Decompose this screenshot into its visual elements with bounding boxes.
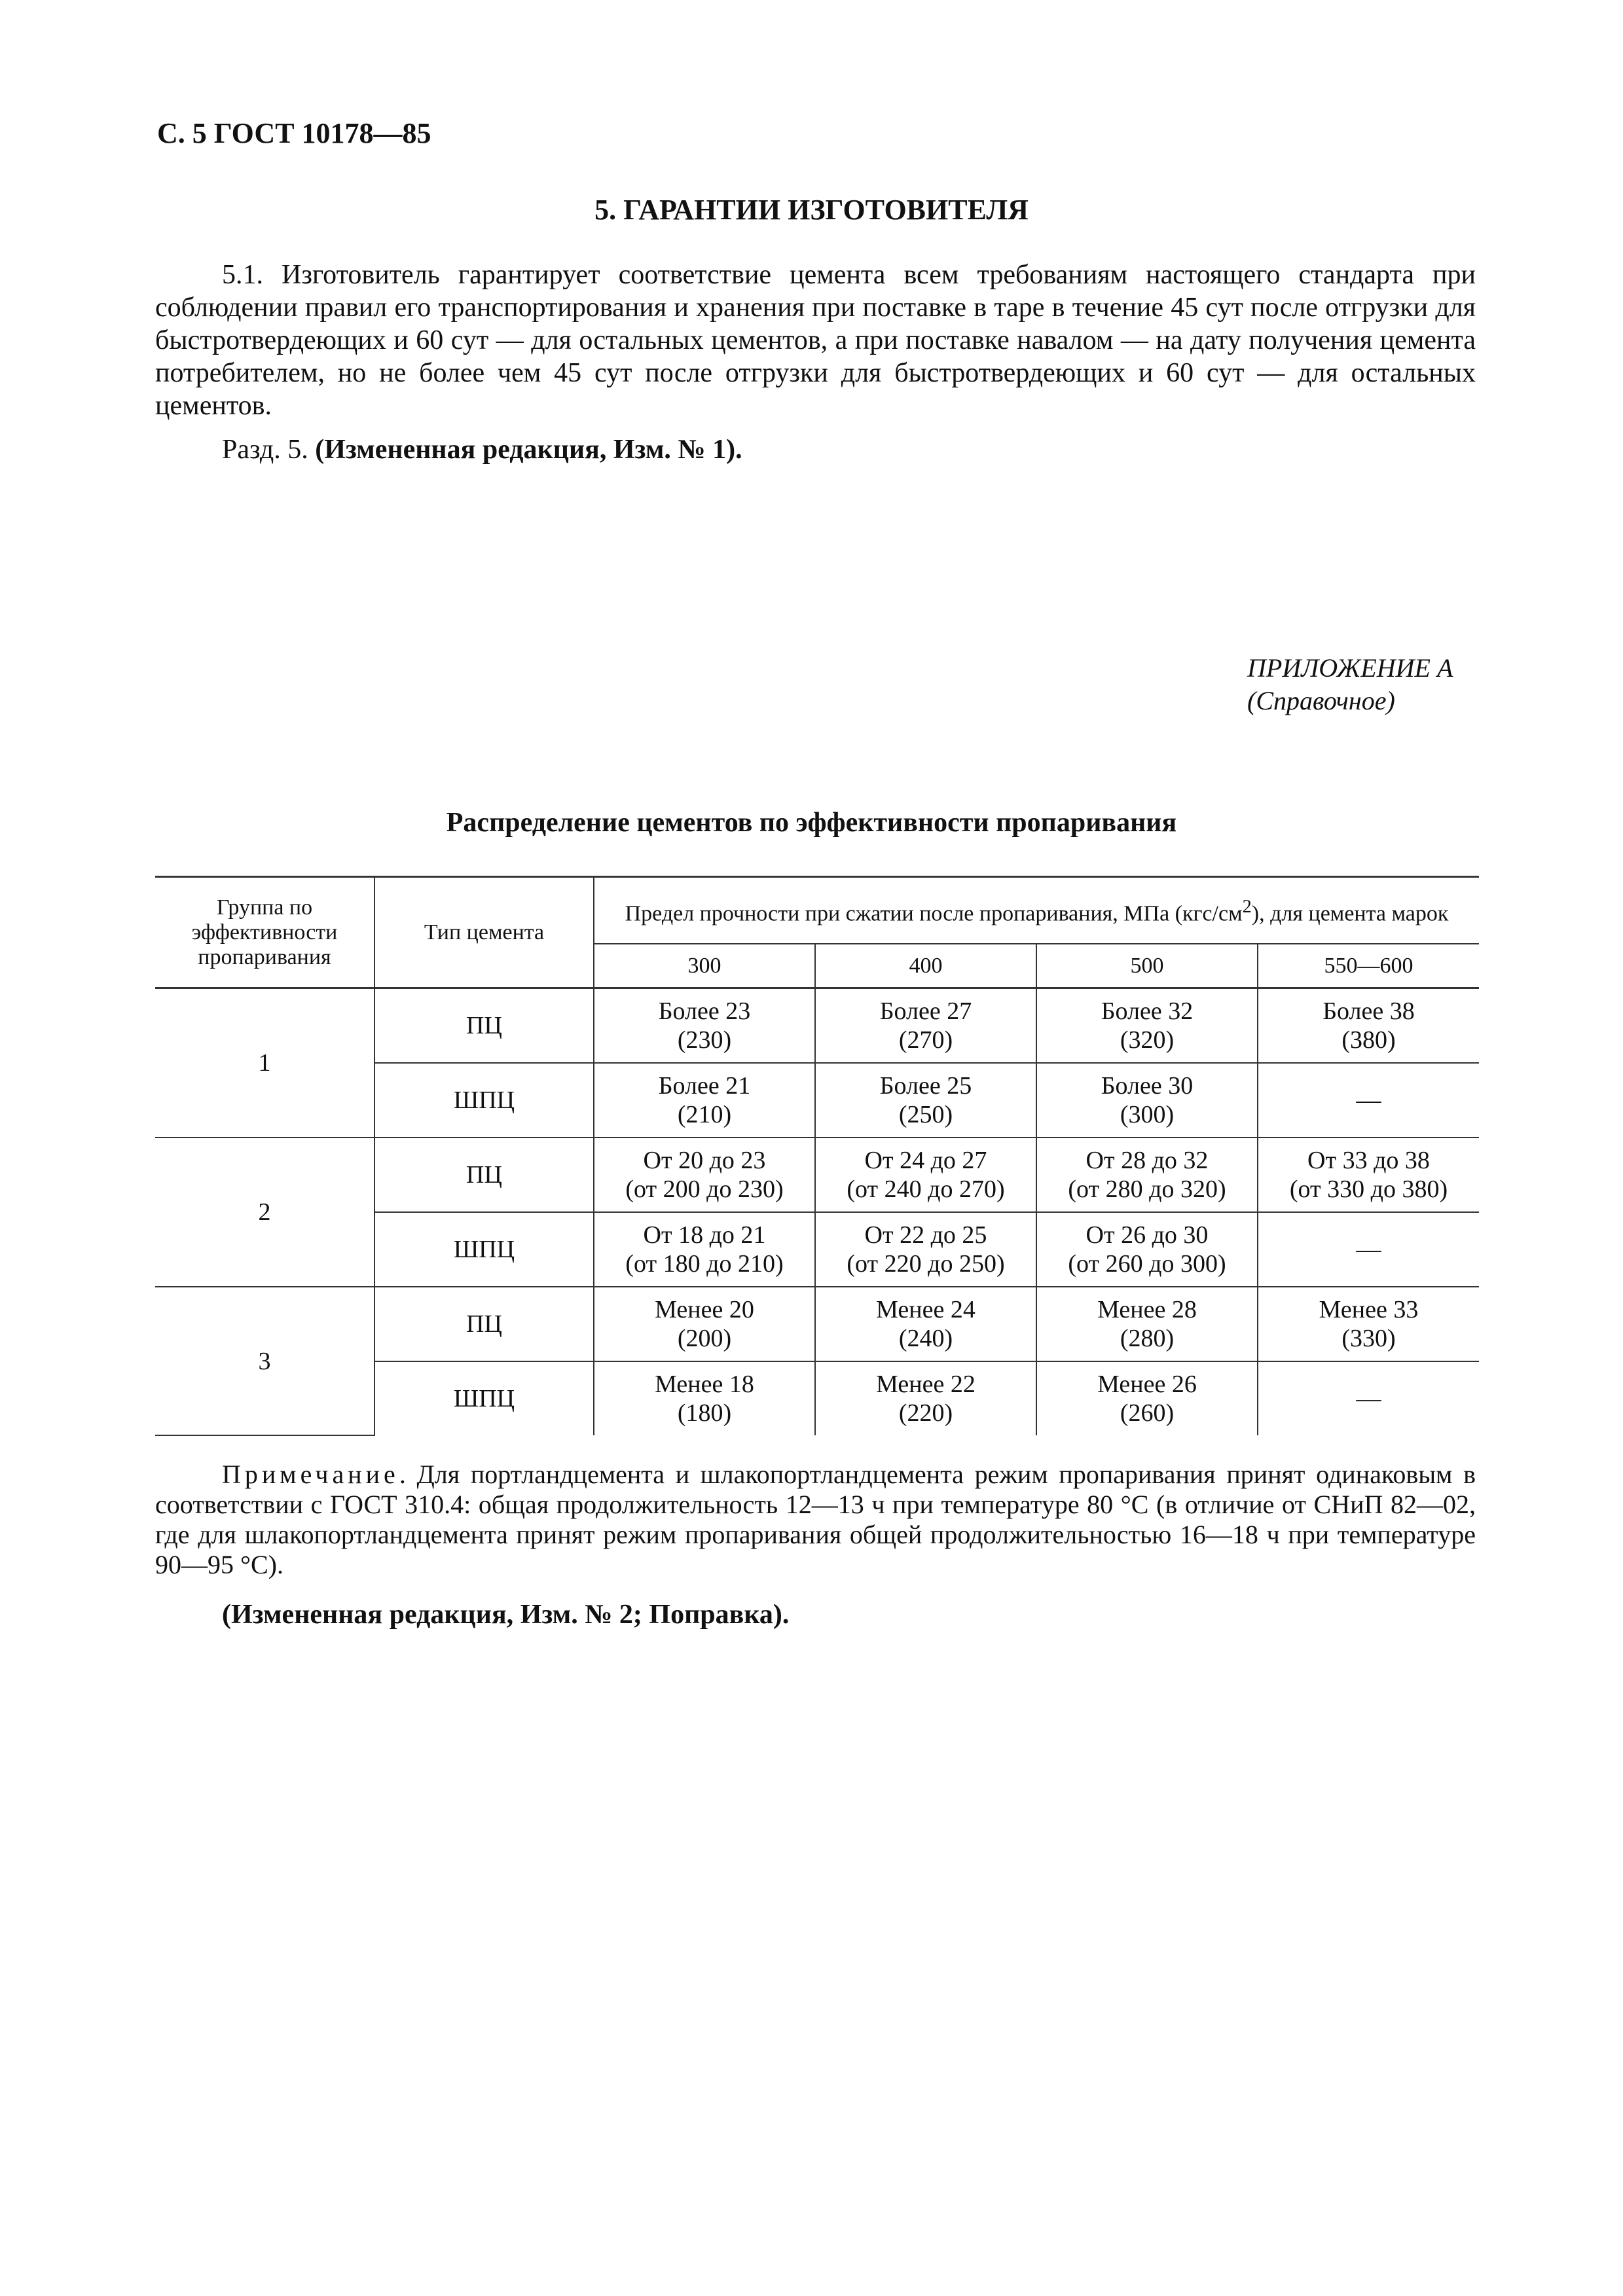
value-kgf: (от 330 до 380) [1289, 1175, 1448, 1203]
value-cell [1036, 1212, 1258, 1287]
value-cell [594, 1287, 815, 1361]
value-kgf: (от 200 до 230) [625, 1175, 784, 1203]
value-mpa: От 18 до 21 [643, 1221, 766, 1249]
value-mpa: Менее 18 [655, 1371, 754, 1398]
type-cell: ШПЦ [374, 1361, 594, 1435]
value-kgf: (330) [1341, 1325, 1396, 1352]
header-mark: 400 [815, 944, 1036, 988]
value-cell [1258, 988, 1479, 1064]
section-heading: 5. ГАРАНТИИ ИЗГОТОВИТЕЛЯ [594, 194, 1029, 226]
group-cell: 2 [155, 1138, 374, 1287]
value-cell [815, 1287, 1036, 1361]
table-row [155, 1138, 1479, 1212]
value-mpa: Менее 24 [876, 1296, 976, 1323]
header-type: Тип цемента [374, 877, 594, 988]
table-title: Распределение цементов по эффективности пропаривания [446, 808, 1177, 838]
value-cell [594, 1138, 815, 1212]
header-strength-sup: 2 [1242, 896, 1252, 917]
value-cell [815, 1138, 1036, 1212]
group-cell: 3 [155, 1287, 374, 1435]
value-cell [1258, 1361, 1479, 1435]
type-cell: ПЦ [374, 988, 594, 1064]
value-kgf: (230) [677, 1026, 732, 1054]
value-kgf: (240) [898, 1325, 953, 1352]
header-mark: 550—600 [1258, 944, 1479, 988]
amendment-note-2: (Измененная редакция, Изм. № 2; Поправка). [222, 1600, 790, 1630]
value-cell [815, 988, 1036, 1064]
value-cell [594, 1212, 815, 1287]
value-mpa: От 26 до 30 [1085, 1221, 1209, 1249]
note-text: . Для портландцемента и шлакопортландцемента режим пропаривания принят одинаковым в соответствии с ГОСТ 310.4: общая продолжительность 12—13 ч при температуре 80 °С (в отличие от СНиП 82—02, где для шлакопортландцемента принят режим пропаривания общей продолжительностью 16—18 ч при температуре 90—95 °С). [155, 1460, 1476, 1579]
value-cell [1036, 1138, 1258, 1212]
value-mpa: — [1356, 1086, 1381, 1114]
value-mpa: Более 30 [1101, 1072, 1194, 1100]
value-cell [1036, 988, 1258, 1064]
value-cell [594, 988, 815, 1064]
amendment-note-1 [222, 434, 742, 465]
value-mpa: От 20 до 23 [643, 1147, 766, 1174]
header-mark: 500 [1036, 944, 1258, 988]
header-strength-main: Предел прочности при сжатии после пропаривания, МПа (кгс/см [625, 901, 1243, 926]
type-cell: ПЦ [374, 1287, 594, 1361]
header-strength [594, 877, 1479, 944]
value-mpa: Более 38 [1322, 997, 1415, 1025]
value-kgf: (260) [1120, 1399, 1175, 1427]
value-cell [594, 1361, 815, 1435]
value-mpa: Более 32 [1101, 997, 1194, 1025]
type-cell: ПЦ [374, 1138, 594, 1212]
value-mpa: Более 27 [879, 997, 972, 1025]
value-cell [815, 1212, 1036, 1287]
page-header: С. 5 ГОСТ 10178—85 [157, 117, 431, 149]
header-mark: 300 [594, 944, 815, 988]
value-kgf: (от 180 до 210) [625, 1250, 784, 1278]
table-row [155, 1287, 1479, 1361]
value-kgf: (220) [898, 1399, 953, 1427]
value-mpa: — [1356, 1385, 1381, 1412]
value-kgf: (от 280 до 320) [1068, 1175, 1226, 1203]
appendix-subtitle: (Справочное) [1247, 686, 1395, 715]
value-cell [815, 1063, 1036, 1138]
value-cell [1036, 1063, 1258, 1138]
header-group: Группа по эффективности пропаривания [155, 877, 374, 988]
group-cell: 1 [155, 988, 374, 1138]
value-cell [594, 1063, 815, 1138]
value-mpa: Менее 33 [1319, 1296, 1419, 1323]
value-mpa: От 33 до 38 [1307, 1147, 1430, 1174]
value-mpa: От 22 до 25 [864, 1221, 987, 1249]
type-cell: ШПЦ [374, 1063, 594, 1138]
value-mpa: Менее 28 [1097, 1296, 1197, 1323]
table-note [155, 1460, 1476, 1580]
value-cell [1036, 1287, 1258, 1361]
value-mpa: Менее 22 [876, 1371, 976, 1398]
value-kgf: (250) [898, 1101, 953, 1128]
value-mpa: Более 21 [658, 1072, 751, 1100]
value-cell [1258, 1138, 1479, 1212]
type-cell: ШПЦ [374, 1212, 594, 1287]
value-cell [1258, 1287, 1479, 1361]
value-kgf: (320) [1120, 1026, 1175, 1054]
value-mpa: От 24 до 27 [864, 1147, 987, 1174]
value-mpa: Более 23 [658, 997, 751, 1025]
value-kgf: (200) [677, 1325, 732, 1352]
value-mpa: Менее 26 [1097, 1371, 1197, 1398]
value-kgf: (180) [677, 1399, 732, 1427]
value-mpa: Менее 20 [655, 1296, 754, 1323]
amendment-prefix: Разд. 5. [222, 435, 316, 465]
value-cell [1258, 1063, 1479, 1138]
paragraph-text: 5.1. Изготовитель гарантирует соответствие цемента всем требованиям настоящего стандарта при соблюдении правил его транспортирования и хранения при поставке в таре в течение 45 сут после отгрузки для быстротвердеющих и 60 сут — для остальных цементов, а при поставке навалом — на дату получения цемента потребителем, но не более чем 45 сут после отгрузки для быстротвердеющих и 60 сут — для остальных цементов. [155, 260, 1476, 421]
value-kgf: (300) [1120, 1101, 1175, 1128]
value-kgf: (от 240 до 270) [847, 1175, 1005, 1203]
value-cell [815, 1361, 1036, 1435]
note-label: Примечание [222, 1460, 399, 1489]
value-mpa: — [1356, 1236, 1381, 1263]
value-mpa: Более 25 [879, 1072, 972, 1100]
header-strength-tail: ), для цемента марок [1251, 901, 1449, 926]
value-kgf: (280) [1120, 1325, 1175, 1352]
value-kgf: (380) [1341, 1026, 1396, 1054]
value-cell [1036, 1361, 1258, 1435]
appendix-title: ПРИЛОЖЕНИЕ А [1247, 653, 1453, 683]
cement-distribution-table [155, 876, 1479, 1436]
value-kgf: (210) [677, 1101, 732, 1128]
value-kgf: (от 220 до 250) [847, 1250, 1005, 1278]
value-kgf: (от 260 до 300) [1068, 1250, 1226, 1278]
value-kgf: (270) [898, 1026, 953, 1054]
guarantee-paragraph [155, 259, 1476, 422]
value-cell [1258, 1212, 1479, 1287]
amendment-text: (Измененная редакция, Изм. № 1). [315, 435, 742, 465]
appendix-label [1247, 652, 1453, 717]
table-row [155, 988, 1479, 1064]
value-mpa: От 28 до 32 [1085, 1147, 1209, 1174]
